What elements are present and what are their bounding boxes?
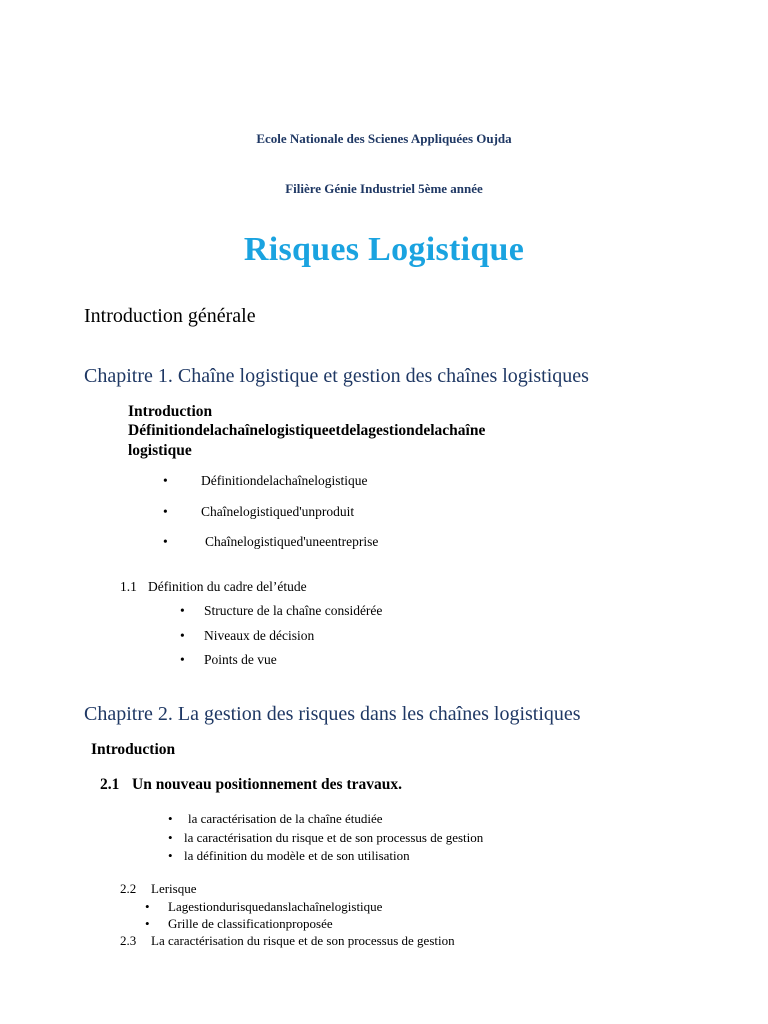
- section-2-3-title: La caractérisation du risque et de son processus de gestion: [151, 933, 455, 948]
- bullet-icon: •: [180, 603, 185, 618]
- bullet-icon: •: [163, 534, 168, 549]
- list-item: [163, 534, 168, 550]
- section-2-2-title: Lerisque: [151, 881, 197, 896]
- school-name: Ecole Nationale des Scienes Appliquées Oujda: [256, 131, 512, 146]
- chap1-definition-line1: Définitiondelachaînelogistiqueetdelagestiondelachaîne: [128, 422, 486, 439]
- chapitre-2-heading: Chapitre 2. La gestion des risques dans les chaînes logistiques: [84, 703, 581, 725]
- section-2-2-num: 2.2: [120, 881, 137, 896]
- list-item: [163, 473, 168, 489]
- list-item: [180, 628, 185, 644]
- intro-generale-heading: Introduction générale: [84, 305, 256, 327]
- s11-bullet-1: Structure de la chaîne considérée: [204, 603, 383, 618]
- chap1-bullet-3: Chaînelogistiqued'uneentreprise: [205, 534, 379, 549]
- section-1-1-num: 1.1: [120, 579, 137, 594]
- chap1-bullet-2: Chaînelogistiqued'unproduit: [201, 504, 355, 519]
- bullet-icon: •: [180, 628, 185, 643]
- s22-bullet-1: Lagestiondurisquedanslachaînelogistique: [168, 899, 383, 914]
- bullet-icon: •: [145, 899, 150, 914]
- list-item: [145, 916, 150, 932]
- chap1-definition-line2: logistique: [128, 442, 192, 459]
- bullet-icon: •: [168, 830, 173, 845]
- list-item: [168, 830, 173, 846]
- list-item: [180, 652, 185, 668]
- s21-bullet-2: la caractérisation du risque et de son processus de gestion: [184, 830, 484, 845]
- s21-bullet-3: la définition du modèle et de son utilisation: [184, 848, 410, 863]
- bullet-icon: •: [163, 473, 168, 488]
- section-2-1-num: 2.1: [100, 776, 120, 793]
- list-item: [163, 504, 168, 520]
- filiere-label: Filière Génie Industriel 5ème année: [285, 181, 483, 196]
- bullet-icon: •: [180, 652, 185, 667]
- chap2-intro: Introduction: [91, 741, 176, 758]
- bullet-icon: •: [168, 811, 173, 826]
- s21-bullet-1: la caractérisation de la chaîne étudiée: [188, 811, 383, 826]
- document-title: Risques Logistique: [243, 231, 525, 268]
- chap1-intro: Introduction: [128, 403, 213, 420]
- list-item: [180, 603, 185, 619]
- bullet-icon: •: [168, 848, 173, 863]
- chap1-bullet-1: Définitiondelachaînelogistique: [201, 473, 368, 488]
- list-item: [145, 899, 150, 915]
- section-2-3-num: 2.3: [120, 933, 137, 948]
- list-item: [168, 848, 173, 864]
- chapitre-1-heading: Chapitre 1. Chaîne logistique et gestion des chaînes logistiques: [84, 365, 589, 387]
- s11-bullet-2: Niveaux de décision: [204, 628, 315, 643]
- list-item: [168, 811, 173, 827]
- s22-bullet-2: Grille de classificationproposée: [168, 916, 333, 931]
- section-1-1-title: Définition du cadre del’étude: [148, 579, 307, 594]
- bullet-icon: •: [163, 504, 168, 519]
- section-2-1-title: Un nouveau positionnement des travaux.: [132, 776, 402, 793]
- s11-bullet-3: Points de vue: [204, 652, 277, 667]
- bullet-icon: •: [145, 916, 150, 931]
